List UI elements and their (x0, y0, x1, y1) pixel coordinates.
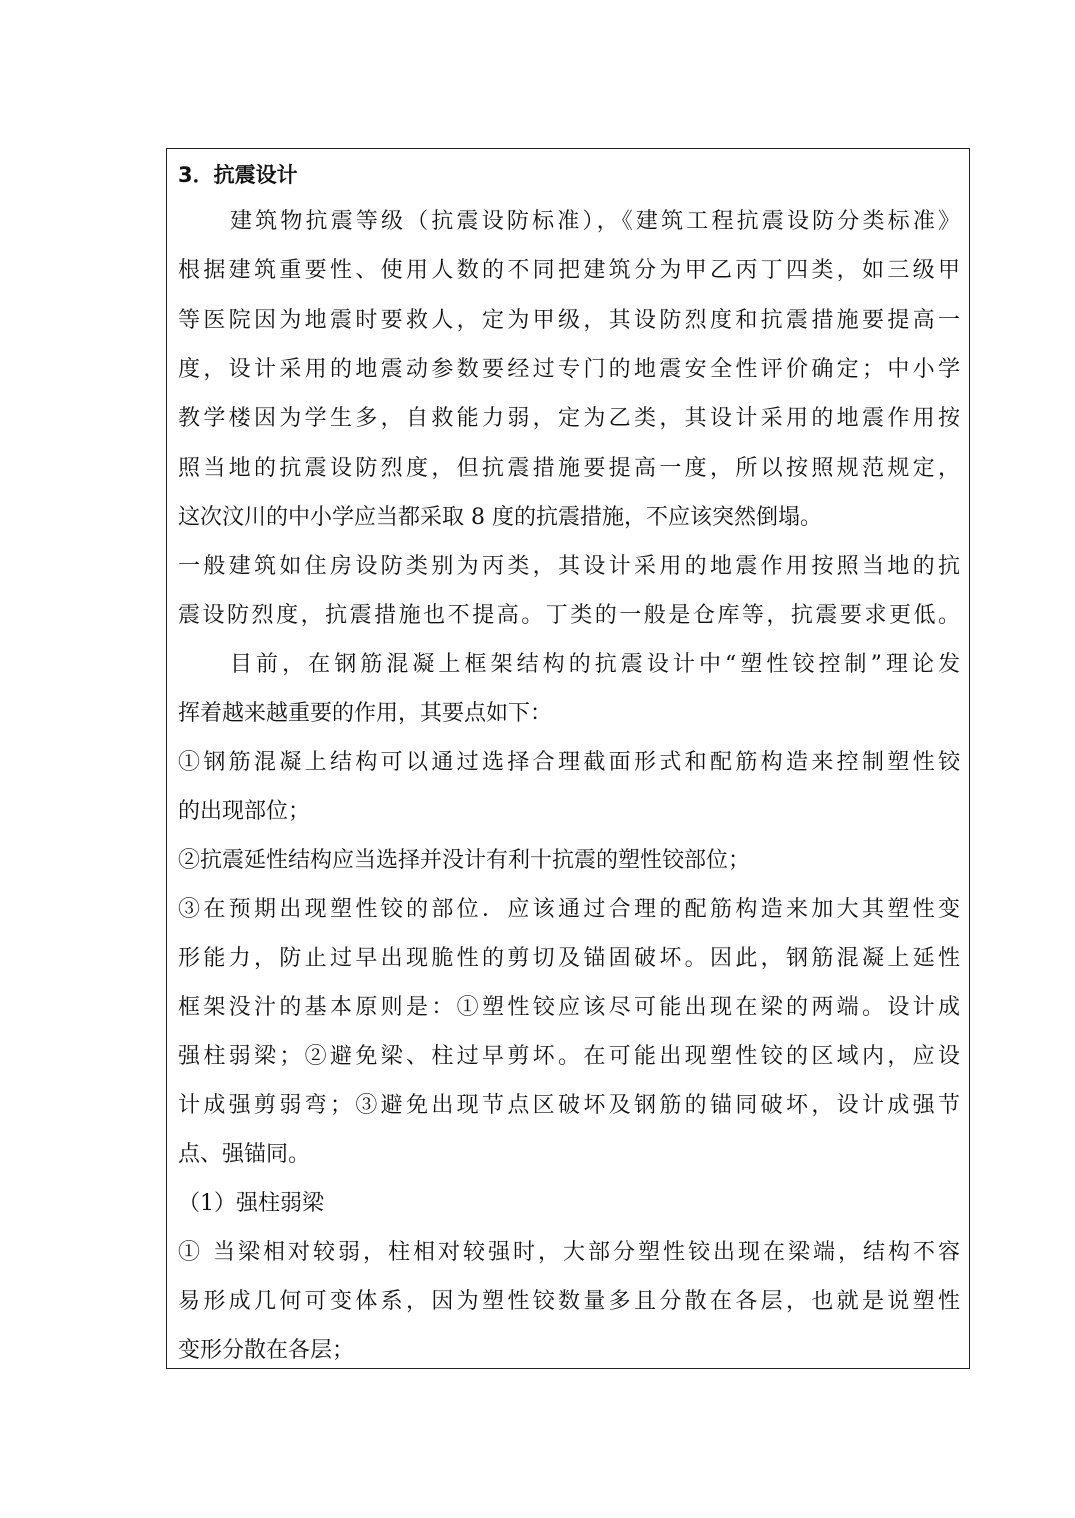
paragraph-line: 建筑物抗震等级（抗震设防标准），《建筑工程抗震设防分类标准》 (230, 209, 960, 234)
list-item-line: 框架没汁的基本原则是：①塑性铰应该尽可能出现在梁的两端。设计成 (178, 995, 960, 1020)
list-item-line: ①钢筋混凝上结构可以通过选择合理截面形式和配筋构造来控制塑性铰 (178, 750, 960, 775)
list-item-line: 的出现部位； (178, 799, 311, 824)
subheading: （1）强柱弱梁 (178, 1191, 324, 1216)
list-item-line: 计成强剪弱弯；③避免出现节点区破坏及钢筋的锚同破坏，设计成强节 (178, 1093, 960, 1118)
paragraph-line: 目前，在钢筋混凝上框架结构的抗震设计中“塑性铰控制”理论发 (230, 652, 960, 677)
list-item-line: 形能力，防止过早出现脆性的剪切及锚固破坏。因此，钢筋混凝上延性 (178, 946, 960, 971)
section-heading: 3．抗震设计 (178, 163, 298, 187)
list-item-line: ③在预期出现塑性铰的部位．应该通过合理的配筋构造来加大其塑性变 (178, 897, 960, 922)
paragraph-line: 这次汶川的中小学应当都采取 8 度的抗震措施，不应该突然倒塌。 (178, 505, 822, 530)
list-item-line: 强柱弱梁；②避免梁、柱过早剪坏。在可能出现塑性铰的区域内，应设 (178, 1044, 960, 1069)
paragraph-line: 挥着越来越重要的作用，其要点如下： (178, 701, 553, 726)
paragraph-line: 照当地的抗震设防烈度，但抗震措施要提高一度，所以按照规范规定， (178, 456, 960, 481)
paragraph-line: 等医院因为地震时要救人，定为甲级，其设防烈度和抗震措施要提高一 (178, 308, 960, 333)
paragraph-line: 震设防烈度，抗震措施也不提高。丁类的一般是仓库等，抗震要求更低。 (178, 603, 960, 628)
list-item-line: 点、强锚同。 (178, 1142, 311, 1167)
paragraph-line: 一般建筑如住房设防类别为丙类，其设计采用的地震作用按照当地的抗 (178, 554, 960, 579)
paragraph-line: 根据建筑重要性、使用人数的不同把建筑分为甲乙丙丁四类，如三级甲 (178, 258, 960, 283)
list-item-line: ②抗震延性结构应当选择并没计有利十抗震的塑性铰部位； (178, 848, 751, 873)
list-item-line: ① 当梁相对较弱，柱相对较强时，大部分塑性铰出现在梁端，结构不容 (178, 1240, 960, 1265)
list-item-line: 变形分散在各层； (178, 1338, 355, 1363)
list-item-line: 易形成几何可变体系，因为塑性铰数量多且分散在各层，也就是说塑性 (178, 1289, 960, 1314)
paragraph-line: 度，设计采用的地震动参数要经过专门的地震安全性评价确定；中小学 (178, 357, 960, 382)
paragraph-line: 教学楼因为学生多，自救能力弱，定为乙类，其设计采用的地震作用按 (178, 406, 960, 431)
